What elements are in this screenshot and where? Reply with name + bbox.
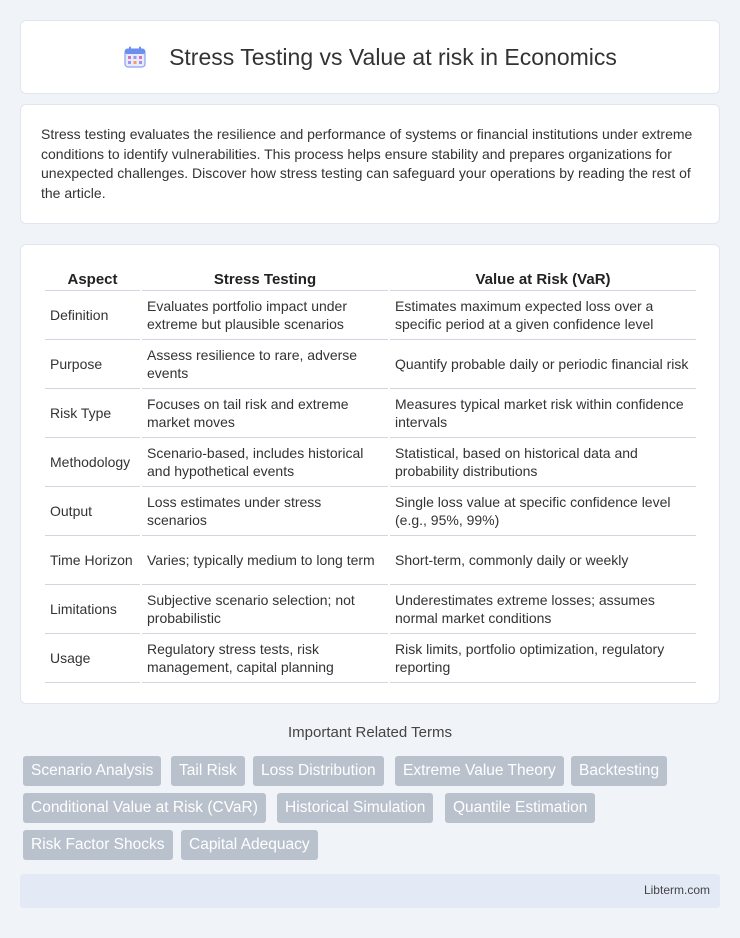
comparison-table [43,265,698,683]
tag-capital-adequacy[interactable]: Capital Adequacy [181,830,318,860]
cell-var: Underestimates extreme losses; assumes normal market conditions [390,585,696,634]
cell-var: Risk limits, portfolio optimization, regulatory reporting [390,634,696,683]
tag-tail-risk[interactable]: Tail Risk [171,756,245,786]
footer [20,874,720,908]
cell-var: Quantify probable daily or periodic financial risk [390,340,696,389]
cell-var: Single loss value at specific confidence level (e.g., 95%, 99%) [390,487,696,536]
table-row [45,487,696,536]
cell-stress: Evaluates portfolio impact under extreme but plausible scenarios [142,291,388,340]
table-row [45,389,696,438]
related-terms-title: Important Related Terms [288,724,452,741]
table-row [45,585,696,634]
cell-aspect: Risk Type [45,389,140,438]
table-header-row [45,265,696,291]
intro-card [20,104,720,224]
cell-stress: Regulatory stress tests, risk management, capital planning [142,634,388,683]
tag-scenario-analysis[interactable]: Scenario Analysis [23,756,161,786]
comparison-card [20,244,720,704]
cell-var: Statistical, based on historical data and probability distributions [390,438,696,487]
intro-text: Stress testing evaluates the resilience and performance of systems or financial institutions under extreme conditions to identify vulnerabilities. This process helps ensure stability and prepares organizations for unexpected challenges. Discover how stress testing can safeguard your operations by reading the rest of the article. [41,126,693,201]
cell-stress: Subjective scenario selection; not probabilistic [142,585,388,634]
cell-aspect: Usage [45,634,140,683]
tag-risk-factor-shocks[interactable]: Risk Factor Shocks [23,830,173,860]
cell-aspect: Definition [45,291,140,340]
table-row [45,536,696,585]
cell-stress: Loss estimates under stress scenarios [142,487,388,536]
cell-stress: Scenario-based, includes historical and hypothetical events [142,438,388,487]
cell-var: Estimates maximum expected loss over a specific period at a given confidence level [390,291,696,340]
page-title [123,44,617,71]
header-var: Value at Risk (VaR) [390,265,696,291]
cell-var: Short-term, commonly daily or weekly [390,536,696,585]
header-aspect: Aspect [45,265,140,291]
footer-site-link[interactable]: Libterm.com [643,883,710,897]
cell-aspect: Output [45,487,140,536]
cell-var: Measures typical market risk within confidence intervals [390,389,696,438]
cell-aspect: Time Horizon [45,536,140,585]
tag-backtesting[interactable]: Backtesting [571,756,667,786]
cell-stress: Assess resilience to rare, adverse events [142,340,388,389]
tag-quantile-estimation[interactable]: Quantile Estimation [445,793,595,823]
table-row [45,291,696,340]
tag-extreme-value-theory[interactable]: Extreme Value Theory [395,756,564,786]
table-row [45,438,696,487]
cell-stress: Focuses on tail risk and extreme market moves [142,389,388,438]
cell-stress: Varies; typically medium to long term [142,536,388,585]
tag-historical-simulation[interactable]: Historical Simulation [277,793,433,823]
page-title-text: Stress Testing vs Value at risk in Economics [169,43,617,70]
tag-loss-distribution[interactable]: Loss Distribution [253,756,384,786]
cell-aspect: Purpose [45,340,140,389]
cell-aspect: Methodology [45,438,140,487]
title-card [20,20,720,94]
table-row [45,340,696,389]
calendar-icon [123,45,147,69]
cell-aspect: Limitations [45,585,140,634]
header-stress-testing: Stress Testing [142,265,388,291]
table-row [45,634,696,683]
tag-cvar[interactable]: Conditional Value at Risk (CVaR) [23,793,266,823]
